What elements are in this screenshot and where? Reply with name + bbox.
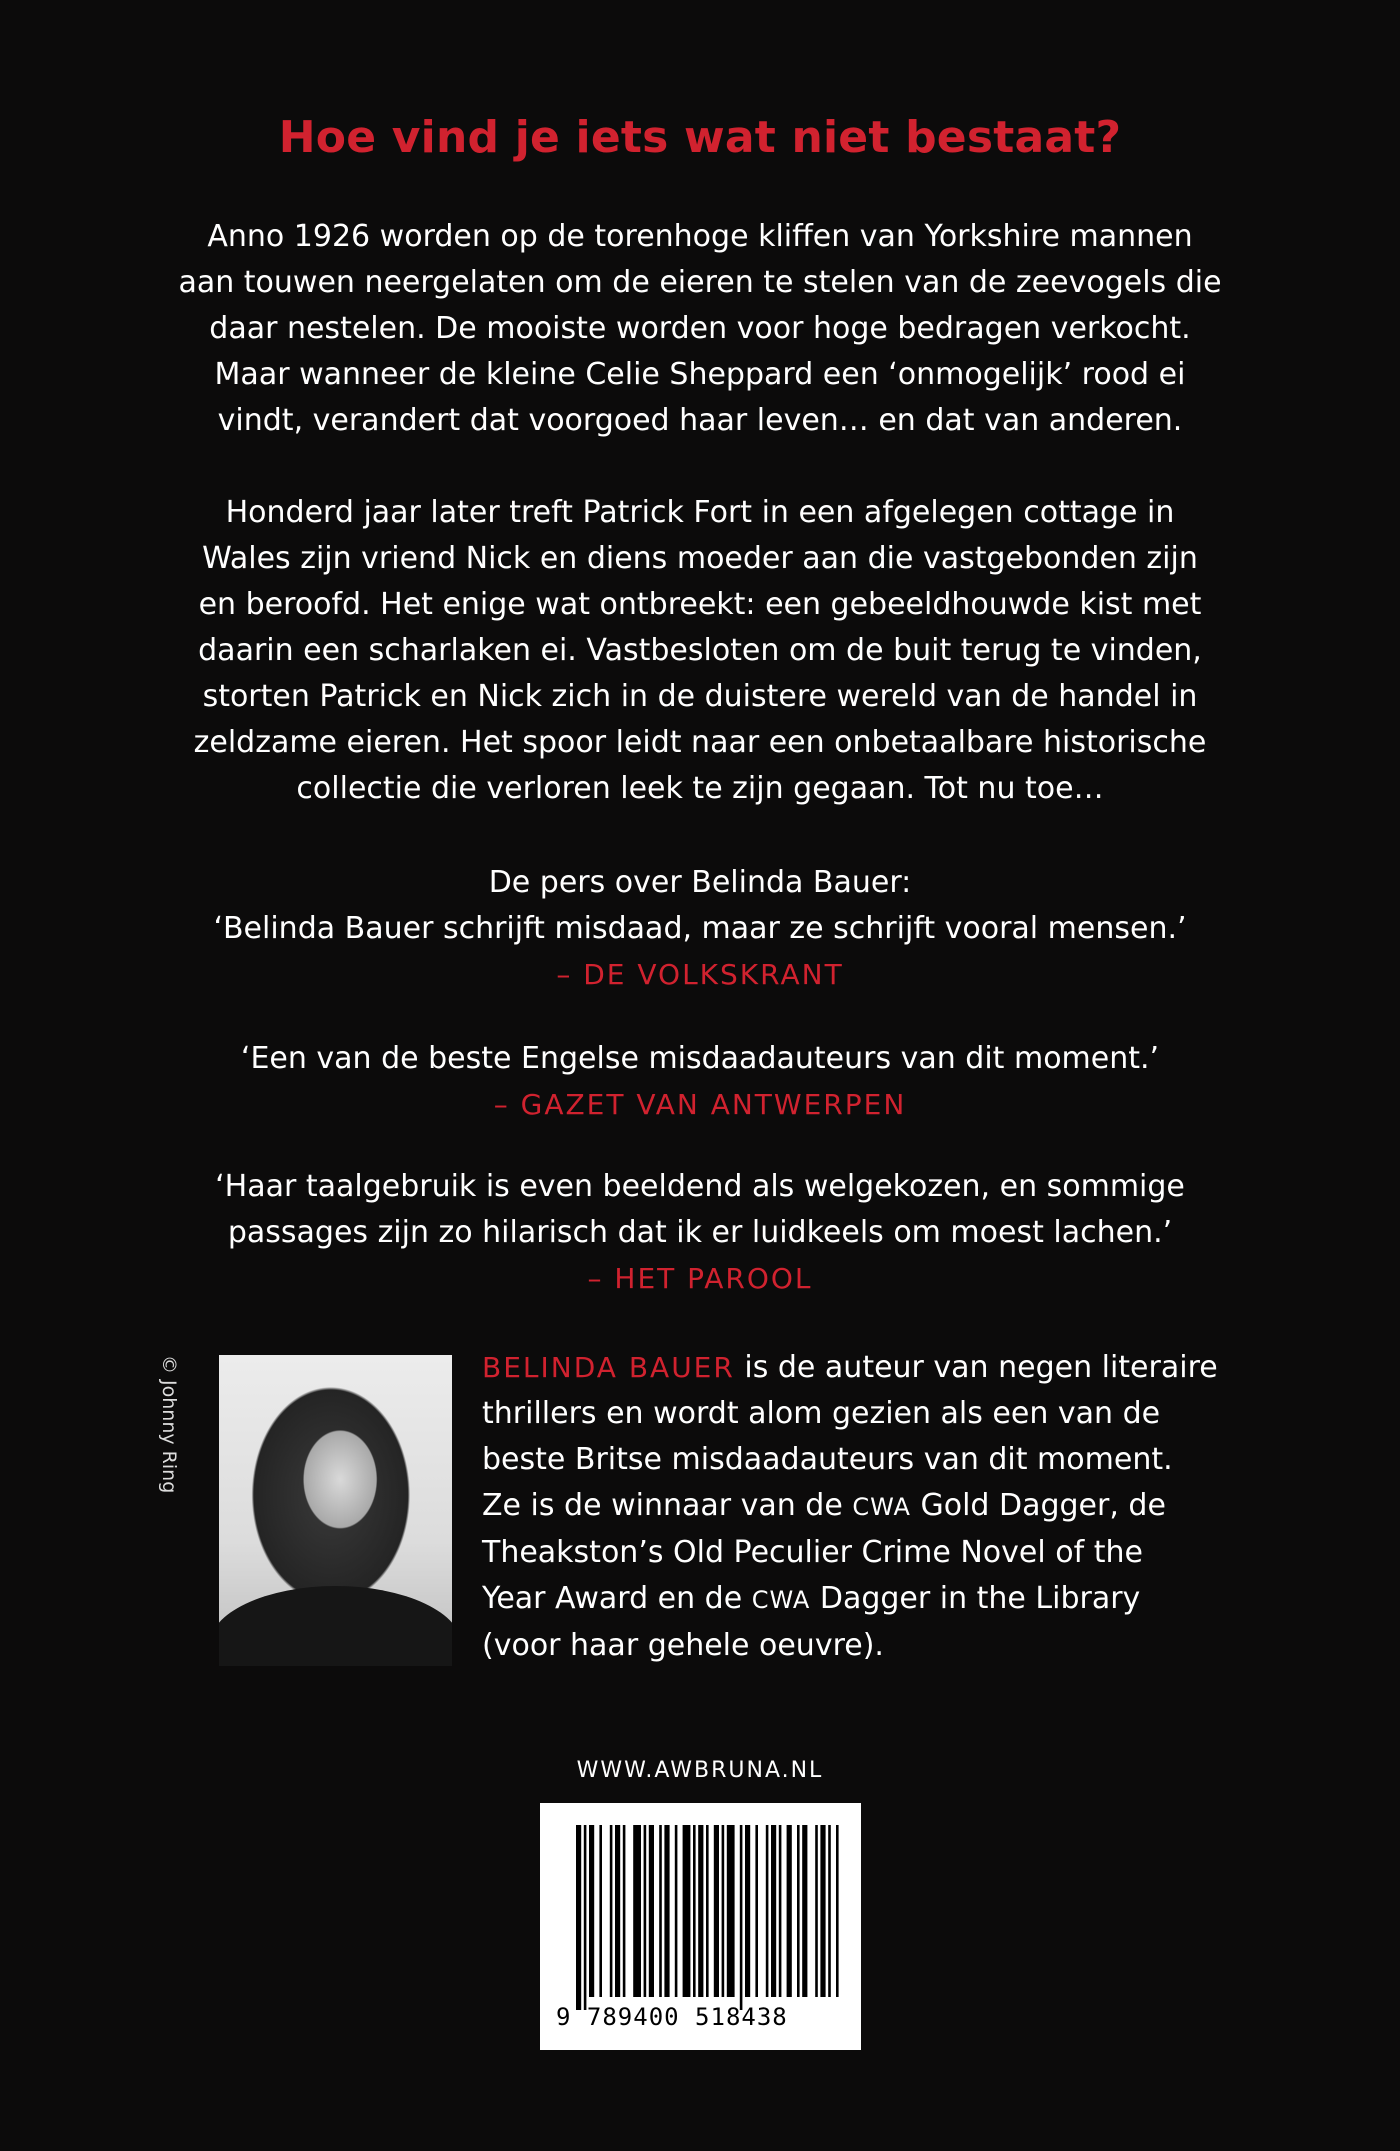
barcode-bar: [714, 1825, 719, 1997]
bio-line: beste Britse misdaadauteurs van dit moment.: [482, 1442, 1173, 1477]
press-intro: De pers over Belinda Bauer:: [488, 865, 912, 900]
quote-source: – GAZET VAN ANTWERPEN: [493, 1088, 907, 1121]
bio-line: [482, 1345, 1242, 1391]
barcode-bar: [727, 1825, 735, 1997]
bio-text: Ze is de winnaar van de: [482, 1488, 853, 1523]
barcode-bar: [836, 1825, 839, 1997]
barcode-bar: [828, 1825, 831, 1997]
text-line: Anno 1926 worden op de torenhoge kliffen van Yorkshire mannen: [207, 219, 1193, 254]
barcode-bar: [589, 1825, 594, 1997]
barcode-bar: [576, 1825, 581, 2010]
barcode-bar: [787, 1825, 792, 1997]
barcode-bar: [693, 1825, 696, 1997]
quote-text: passages zijn zo hilarisch dat ik er luidkeels om moest lachen.’: [227, 1215, 1173, 1250]
photo-shoulders: [219, 1586, 452, 1666]
bio-line: Theakston’s Old Peculier Crime Novel of the: [482, 1535, 1143, 1570]
bio-text: Gold Dagger, de: [910, 1488, 1166, 1523]
publisher-website[interactable]: WWW.AWBRUNA.NL: [576, 1758, 824, 1783]
barcode-bar: [649, 1825, 654, 1997]
text-line: en beroofd. Het enige wat ontbreekt: een gebeeldhouwde kist met: [198, 587, 1202, 622]
bio-line: (voor haar gehele oeuvre).: [482, 1628, 884, 1663]
quote-text: ‘Belinda Bauer schrijft misdaad, maar ze schrijft vooral mensen.’: [213, 911, 1187, 946]
barcode-bar: [740, 1825, 743, 2010]
press-quote-1: [150, 860, 1250, 998]
barcode-bar: [675, 1825, 678, 1997]
barcode-bar: [644, 1825, 647, 1997]
barcode-bar: [766, 1825, 769, 1997]
barcode-bar: [771, 1825, 776, 1997]
barcode-bar: [584, 1825, 587, 2010]
cwa-abbrev: CWA: [852, 1493, 911, 1521]
barcode-bar: [633, 1825, 641, 1997]
barcode-bar: [698, 1825, 703, 1997]
bio-text: Year Award en de: [482, 1581, 752, 1616]
bio-line: thrillers en wordt alom gezien als een van de: [482, 1396, 1161, 1431]
barcode-bar: [820, 1825, 825, 1997]
barcode-bar: [797, 1825, 800, 1997]
text-line: vindt, verandert dat voorgoed haar leven… en dat van anderen.: [217, 403, 1183, 438]
cwa-abbrev: CWA: [751, 1586, 811, 1614]
barcode-bar: [755, 1825, 758, 1997]
text-line: storten Patrick en Nick zich in de duistere wereld van de handel in: [202, 679, 1198, 714]
barcode-bar: [802, 1825, 807, 1997]
author-name: BELINDA BAUER: [482, 1351, 735, 1384]
author-photo: [219, 1355, 452, 1666]
barcode-bar: [659, 1825, 662, 1997]
barcode-bar: [779, 1825, 782, 1997]
text-line: zeldzame eieren. Het spoor leidt naar een onbetaalbare historische: [193, 725, 1207, 760]
bio-text: Dagger in the Library: [810, 1581, 1141, 1616]
bio-text: is de auteur van negen literaire: [734, 1350, 1218, 1385]
barcode-bar: [615, 1825, 620, 1997]
text-line: aan touwen neergelaten om de eieren te stelen van de zeevogels die: [178, 265, 1222, 300]
text-line: collectie die verloren leek te zijn gegaan. Tot nu toe…: [296, 771, 1104, 806]
quote-source: – DE VOLKSKRANT: [556, 958, 844, 991]
quote-text: ‘Een van de beste Engelse misdaadauteurs van dit moment.’: [240, 1041, 1160, 1076]
barcode-bar: [722, 1825, 725, 1997]
author-bio: [482, 1345, 1242, 1669]
bio-line: [482, 1576, 1242, 1623]
barcode-bar: [815, 1825, 818, 1997]
synopsis-paragraph-1: [150, 214, 1250, 444]
text-line: Wales zijn vriend Nick en diens moeder aan die vastgebonden zijn: [202, 541, 1198, 576]
quote-text: ‘Haar taalgebruik is even beeldend als welgekozen, en sommige: [215, 1169, 1185, 1204]
barcode-bar: [683, 1825, 691, 1997]
page-title: Hoe vind je iets wat niet bestaat?: [278, 112, 1122, 163]
press-quote-2: [150, 1036, 1250, 1128]
bio-line: [482, 1483, 1242, 1530]
synopsis-paragraph-2: [150, 490, 1250, 812]
text-line: daar nestelen. De mooiste worden voor hoge bedragen verkocht.: [209, 311, 1191, 346]
text-line: daarin een scharlaken ei. Vastbesloten om de buit terug te vinden,: [198, 633, 1202, 668]
photo-credit: © Johnny Ring: [158, 1355, 180, 1494]
barcode-bar: [610, 1825, 613, 1997]
text-line: Honderd jaar later treft Patrick Fort in een afgelegen cottage in: [225, 495, 1175, 530]
text-line: Maar wanneer de kleine Celie Sheppard een ‘onmogelijk’ rood ei: [214, 357, 1186, 392]
barcode-bar: [745, 1825, 750, 1997]
quote-source: – HET PAROOL: [587, 1262, 813, 1295]
barcode-digits: 9 789400 518438: [556, 2003, 788, 2031]
barcode-bar: [664, 1825, 669, 1997]
barcode-bar: [623, 1825, 626, 1997]
barcode-bar: [706, 1825, 709, 1997]
barcode-bar: [599, 1825, 602, 1997]
barcode: [540, 1803, 861, 2050]
press-quote-3: [150, 1164, 1250, 1302]
